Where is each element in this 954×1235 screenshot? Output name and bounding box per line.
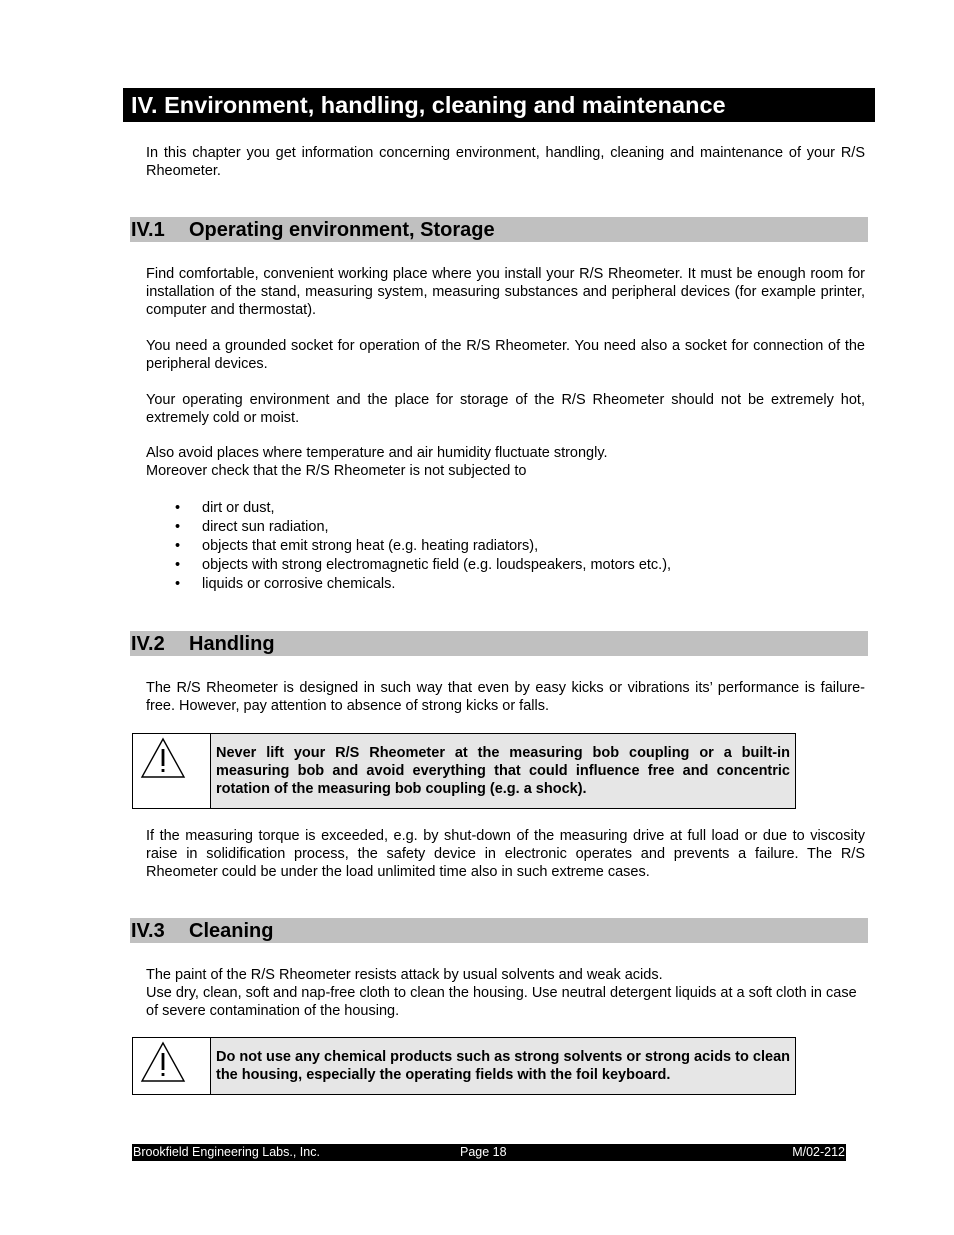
section-title: Handling xyxy=(189,633,275,655)
hazard-list xyxy=(146,499,671,594)
footer-document-id: M/02-212 xyxy=(792,1145,845,1159)
section-title: Operating environment, Storage xyxy=(189,219,495,241)
paragraph-subjected: Moreover check that the R/S Rheometer is not subjected to xyxy=(146,463,527,479)
list-item: • objects that emit strong heat (e.g. heating radiators), xyxy=(175,538,539,554)
paragraph-paint: The paint of the R/S Rheometer resists attack by usual solvents and weak acids. xyxy=(146,967,663,983)
paragraph-socket: You need a grounded socket for operation of the R/S Rheometer. You need also a socket for connection of the peripheral devices. xyxy=(146,338,865,372)
warning-triangle-icon xyxy=(139,1040,187,1084)
paragraph-humidity: Also avoid places where temperature and air humidity fluctuate strongly. xyxy=(146,445,608,461)
paragraph-kicks: The R/S Rheometer is designed in such way that even by easy kicks or vibrations its’ performance is failure-free. However, pay attention to absence of strong kicks or falls. xyxy=(146,680,865,714)
section-number: IV.2 xyxy=(131,633,165,655)
warning-box-chemicals xyxy=(132,1037,796,1095)
warning-text: Do not use any chemical products such as strong solvents or strong acids to clean the housing, especially the operating fields with the foil keyboard. xyxy=(211,1038,795,1094)
footer-company: Brookfield Engineering Labs., Inc. xyxy=(133,1145,320,1159)
page-footer xyxy=(132,1144,846,1161)
footer-page-number: Page 18 xyxy=(460,1145,507,1159)
warning-text: Never lift your R/S Rheometer at the measuring bob coupling or a built-in measuring bob and avoid everything that could influence free and concentric rotation of the measuring bob coupling (e.g. a shock). xyxy=(211,734,795,808)
warning-box-lifting xyxy=(132,733,796,809)
section-heading-handling xyxy=(130,631,868,656)
paragraph-cloth: Use dry, clean, soft and nap-free cloth to clean the housing. Use neutral detergent liquids at a soft cloth in case of severe contamination of the housing. xyxy=(146,985,857,1019)
paragraph-storage: Your operating environment and the place for storage of the R/S Rheometer should not be extremely hot, extremely cold or moist. xyxy=(146,392,865,426)
bullet-icon: • xyxy=(175,557,181,573)
list-item: • liquids or corrosive chemicals. xyxy=(175,576,396,592)
list-item: • objects with strong electromagnetic field (e.g. loudspeakers, motors etc.), xyxy=(175,557,672,573)
section-title: Cleaning xyxy=(189,920,274,942)
chapter-title: IV. Environment, handling, cleaning and maintenance xyxy=(123,88,875,122)
list-item: • dirt or dust, xyxy=(175,500,275,516)
section-number: IV.3 xyxy=(131,920,165,942)
paragraph-torque: If the measuring torque is exceeded, e.g. by shut-down of the measuring drive at full load or due to viscosity raise in solidification process, the safety device in electronic operates and prevents a failure. The R/S Rheometer could be under the load unlimited time also in such extreme cases. xyxy=(146,828,865,880)
paragraph-workplace: Find comfortable, convenient working place where you install your R/S Rheometer. It must be enough room for installation of the stand, measuring system, measuring substances and peripheral devices (for example printer, computer and thermostat). xyxy=(146,266,865,318)
warning-triangle-icon xyxy=(139,736,187,780)
section-number: IV.1 xyxy=(131,219,165,241)
section-heading-cleaning xyxy=(130,918,868,943)
list-item: • direct sun radiation, xyxy=(175,519,329,535)
bullet-icon: • xyxy=(175,500,181,516)
section-heading-operating-environment xyxy=(130,217,868,242)
intro-paragraph: In this chapter you get information concerning environment, handling, cleaning and maintenance of your R/S Rheometer. xyxy=(146,145,865,179)
bullet-icon: • xyxy=(175,576,181,592)
bullet-icon: • xyxy=(175,538,181,554)
bullet-icon: • xyxy=(175,519,181,535)
